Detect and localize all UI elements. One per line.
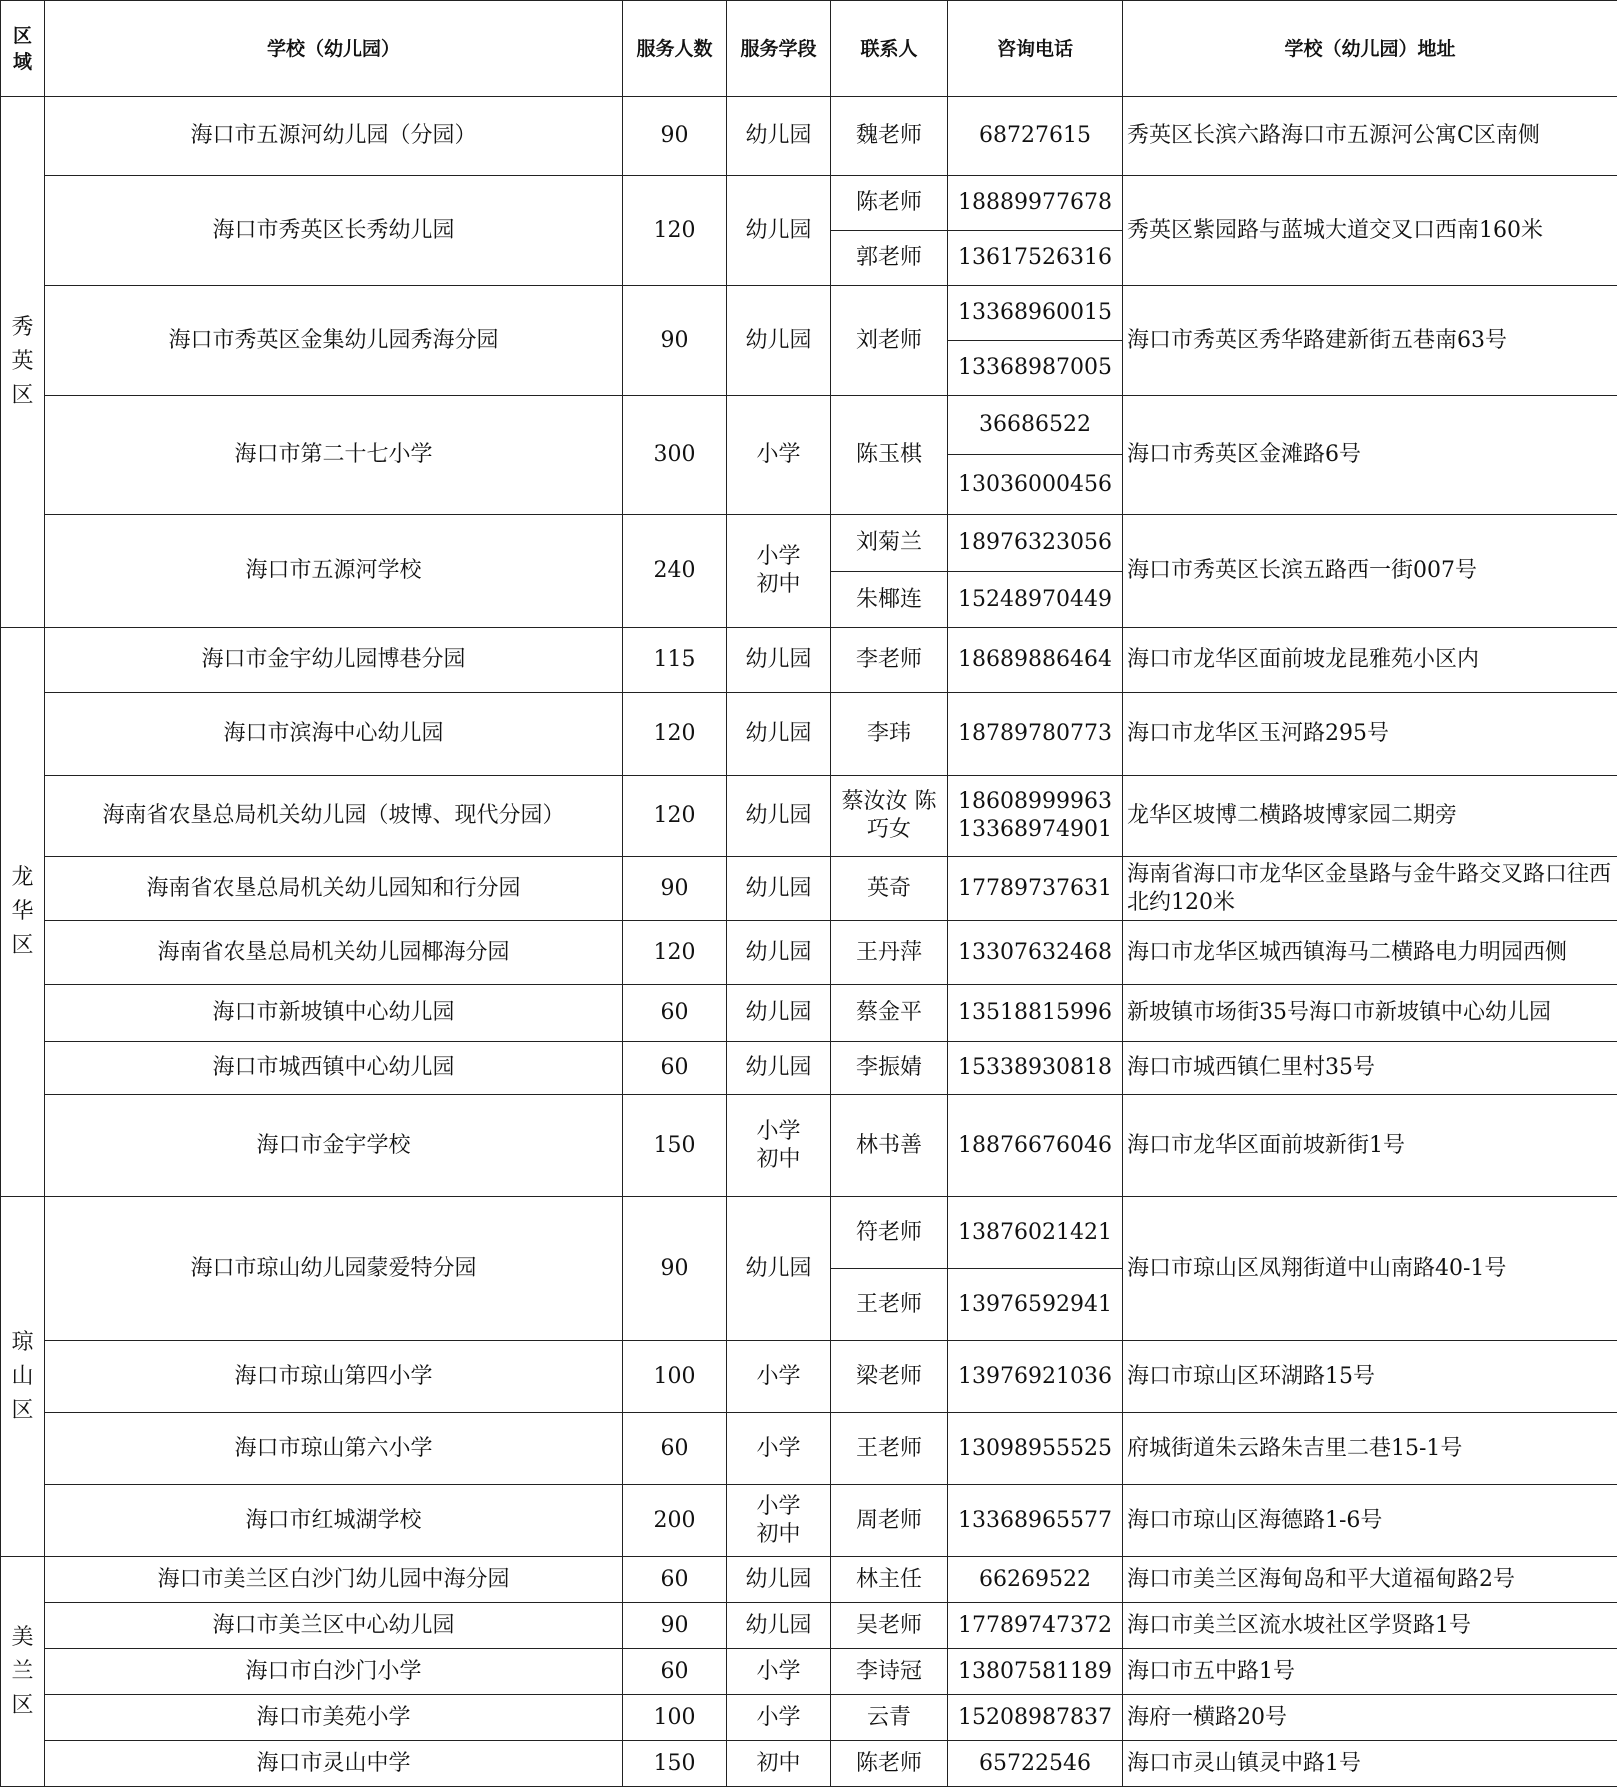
service-count: 150 [623,1095,727,1197]
phone-number: 15248970449 [948,572,1123,628]
phone-line: 13368974901 [952,816,1118,844]
table-row [1,515,1617,572]
table-row [1,1557,1617,1603]
school-name: 海口市琼山第六小学 [45,1413,623,1485]
phone-number: 13368965577 [948,1485,1123,1557]
phone-number: 18876676046 [948,1095,1123,1197]
service-count: 120 [623,921,727,985]
table-row [1,776,1617,857]
phone-number: 18976323056 [948,515,1123,572]
contact-person: 朱椰连 [831,572,948,628]
phone-number: 13368960015 [948,286,1123,341]
contact-person: 林主任 [831,1557,948,1603]
school-address: 海口市秀英区长滨五路西一街007号 [1123,515,1617,628]
service-stage [727,1095,831,1197]
contact-person: 郭老师 [831,231,948,286]
phone-number: 65722546 [948,1741,1123,1787]
school-name: 海南省农垦总局机关幼儿园知和行分园 [45,857,623,921]
table-row [1,97,1617,176]
service-stage: 幼儿园 [727,857,831,921]
contact-person: 蔡金平 [831,985,948,1042]
school-address: 海口市琼山区环湖路15号 [1123,1341,1617,1413]
phone-number: 13307632468 [948,921,1123,985]
service-count: 120 [623,176,727,286]
school-name: 海口市城西镇中心幼儿园 [45,1042,623,1095]
school-name: 海口市秀英区金集幼儿园秀海分园 [45,286,623,396]
school-address: 海口市灵山镇灵中路1号 [1123,1741,1617,1787]
school-name: 海口市金宇幼儿园博巷分园 [45,628,623,693]
contact-person: 蔡汝汝 陈巧女 [831,776,948,857]
header-phone: 咨询电话 [948,1,1123,97]
school-address: 海口市美兰区流水坡社区学贤路1号 [1123,1603,1617,1649]
service-count: 200 [623,1485,727,1557]
service-stage [727,515,831,628]
service-count: 60 [623,1649,727,1695]
service-count: 90 [623,1603,727,1649]
school-address: 海口市琼山区凤翔街道中山南路40-1号 [1123,1197,1617,1341]
service-stage: 幼儿园 [727,1042,831,1095]
phone-number: 36686522 [948,396,1123,455]
table-row [1,1603,1617,1649]
phone-number: 13518815996 [948,985,1123,1042]
school-address: 龙华区坡博二横路坡博家园二期旁 [1123,776,1617,857]
table-row [1,1649,1617,1695]
table-row [1,985,1617,1042]
phone-number: 13876021421 [948,1197,1123,1269]
phone-number: 17789747372 [948,1603,1123,1649]
header-count: 服务人数 [623,1,727,97]
phone-number: 15208987837 [948,1695,1123,1741]
stage-line: 小学 [731,543,826,571]
service-stage: 小学 [727,1341,831,1413]
table-row [1,1197,1617,1269]
contact-person: 刘老师 [831,286,948,396]
table-row [1,1485,1617,1557]
service-count: 120 [623,776,727,857]
table-row [1,1341,1617,1413]
service-count: 60 [623,985,727,1042]
contact-person: 吴老师 [831,1603,948,1649]
service-stage: 幼儿园 [727,97,831,176]
school-name: 海南省农垦总局机关幼儿园（坡博、现代分园） [45,776,623,857]
school-name: 海口市琼山幼儿园蒙爱特分园 [45,1197,623,1341]
phone-number: 18789780773 [948,693,1123,776]
region-longhua: 龙华区 [1,628,45,1197]
service-count: 60 [623,1042,727,1095]
contact-person: 陈老师 [831,1741,948,1787]
stage-line: 小学 [731,1118,826,1146]
school-name: 海口市琼山第四小学 [45,1341,623,1413]
service-stage: 幼儿园 [727,693,831,776]
phone-number: 17789737631 [948,857,1123,921]
service-count: 240 [623,515,727,628]
contact-person: 英奇 [831,857,948,921]
school-name: 海口市五源河学校 [45,515,623,628]
header-stage: 服务学段 [727,1,831,97]
school-name: 海口市金宇学校 [45,1095,623,1197]
school-address: 海口市秀英区金滩路6号 [1123,396,1617,515]
school-address: 海口市龙华区城西镇海马二横路电力明园西侧 [1123,921,1617,985]
school-name: 海口市灵山中学 [45,1741,623,1787]
phone-number: 15338930818 [948,1042,1123,1095]
school-address: 海口市五中路1号 [1123,1649,1617,1695]
header-region: 区域 [1,1,45,97]
service-stage: 幼儿园 [727,776,831,857]
region-qiongshan: 琼山区 [1,1197,45,1557]
contact-person: 魏老师 [831,97,948,176]
table-row [1,176,1617,231]
school-name: 海口市滨海中心幼儿园 [45,693,623,776]
school-address: 海口市琼山区海德路1-6号 [1123,1485,1617,1557]
school-address: 海府一横路20号 [1123,1695,1617,1741]
contact-person: 李诗冠 [831,1649,948,1695]
contact-person: 李玮 [831,693,948,776]
header-row [1,1,1617,97]
table-row [1,693,1617,776]
phone-number: 13368987005 [948,341,1123,396]
region-meilan: 美兰区 [1,1557,45,1787]
service-count: 100 [623,1341,727,1413]
stage-line: 小学 [731,1493,826,1521]
service-stage: 初中 [727,1741,831,1787]
service-count: 100 [623,1695,727,1741]
phone-number: 66269522 [948,1557,1123,1603]
phone-number: 13976921036 [948,1341,1123,1413]
table-row [1,921,1617,985]
contact-person: 王老师 [831,1269,948,1341]
school-address: 海南省海口市龙华区金垦路与金牛路交叉路口往西北约120米 [1123,857,1617,921]
table-row [1,857,1617,921]
school-address: 海口市龙华区玉河路295号 [1123,693,1617,776]
phone-number [948,776,1123,857]
phone-line: 18608999963 [952,788,1118,816]
table-row [1,628,1617,693]
service-stage: 小学 [727,1649,831,1695]
table-row [1,1413,1617,1485]
service-count: 120 [623,693,727,776]
school-address: 海口市龙华区面前坡龙昆雅苑小区内 [1123,628,1617,693]
service-count: 90 [623,1197,727,1341]
service-count: 90 [623,857,727,921]
phone-number: 13098955525 [948,1413,1123,1485]
service-count: 60 [623,1557,727,1603]
school-name: 海口市新坡镇中心幼儿园 [45,985,623,1042]
school-address: 秀英区紫园路与蓝城大道交叉口西南160米 [1123,176,1617,286]
contact-person: 王丹萍 [831,921,948,985]
header-contact: 联系人 [831,1,948,97]
contact-person: 云青 [831,1695,948,1741]
table-row [1,1741,1617,1787]
table-row [1,1095,1617,1197]
table-row [1,396,1617,455]
region-xiuying: 秀英区 [1,97,45,628]
school-name: 海口市美兰区中心幼儿园 [45,1603,623,1649]
school-name: 海口市五源河幼儿园（分园） [45,97,623,176]
service-stage: 幼儿园 [727,985,831,1042]
service-stage: 小学 [727,396,831,515]
contact-person: 陈玉棋 [831,396,948,515]
school-address: 海口市龙华区面前坡新街1号 [1123,1095,1617,1197]
phone-number: 68727615 [948,97,1123,176]
contact-person: 周老师 [831,1485,948,1557]
contact-person: 李振婧 [831,1042,948,1095]
phone-number: 13036000456 [948,455,1123,515]
school-address: 秀英区长滨六路海口市五源河公寓C区南侧 [1123,97,1617,176]
stage-line: 初中 [731,1521,826,1549]
service-count: 150 [623,1741,727,1787]
service-stage: 小学 [727,1413,831,1485]
contact-person: 符老师 [831,1197,948,1269]
table-row [1,1042,1617,1095]
service-stage: 幼儿园 [727,921,831,985]
service-count: 115 [623,628,727,693]
service-stage: 幼儿园 [727,176,831,286]
school-address: 府城街道朱云路朱吉里二巷15-1号 [1123,1413,1617,1485]
service-stage: 幼儿园 [727,1603,831,1649]
school-name: 海口市白沙门小学 [45,1649,623,1695]
school-name: 海南省农垦总局机关幼儿园椰海分园 [45,921,623,985]
school-address: 海口市美兰区海甸岛和平大道福甸路2号 [1123,1557,1617,1603]
contact-person: 林书善 [831,1095,948,1197]
service-count: 90 [623,97,727,176]
school-address: 新坡镇市场街35号海口市新坡镇中心幼儿园 [1123,985,1617,1042]
service-count: 300 [623,396,727,515]
phone-number: 13976592941 [948,1269,1123,1341]
stage-line: 初中 [731,1146,826,1174]
header-school: 学校（幼儿园） [45,1,623,97]
service-stage: 小学 [727,1695,831,1741]
table-row [1,286,1617,341]
table-row [1,1695,1617,1741]
phone-number: 18689886464 [948,628,1123,693]
contact-person: 陈老师 [831,176,948,231]
school-address: 海口市城西镇仁里村35号 [1123,1042,1617,1095]
stage-line: 初中 [731,571,826,599]
service-stage: 幼儿园 [727,1557,831,1603]
contact-person: 王老师 [831,1413,948,1485]
contact-person: 梁老师 [831,1341,948,1413]
school-name: 海口市秀英区长秀幼儿园 [45,176,623,286]
phone-number: 13617526316 [948,231,1123,286]
phone-number: 13807581189 [948,1649,1123,1695]
phone-number: 18889977678 [948,176,1123,231]
service-stage: 幼儿园 [727,286,831,396]
school-name: 海口市美兰区白沙门幼儿园中海分园 [45,1557,623,1603]
contact-person: 刘菊兰 [831,515,948,572]
service-count: 60 [623,1413,727,1485]
school-name: 海口市美苑小学 [45,1695,623,1741]
service-stage: 幼儿园 [727,1197,831,1341]
school-address: 海口市秀英区秀华路建新街五巷南63号 [1123,286,1617,396]
service-count: 90 [623,286,727,396]
contact-person: 李老师 [831,628,948,693]
service-stage: 幼儿园 [727,628,831,693]
school-name: 海口市第二十七小学 [45,396,623,515]
school-name: 海口市红城湖学校 [45,1485,623,1557]
service-stage [727,1485,831,1557]
header-address: 学校（幼儿园）地址 [1123,1,1617,97]
